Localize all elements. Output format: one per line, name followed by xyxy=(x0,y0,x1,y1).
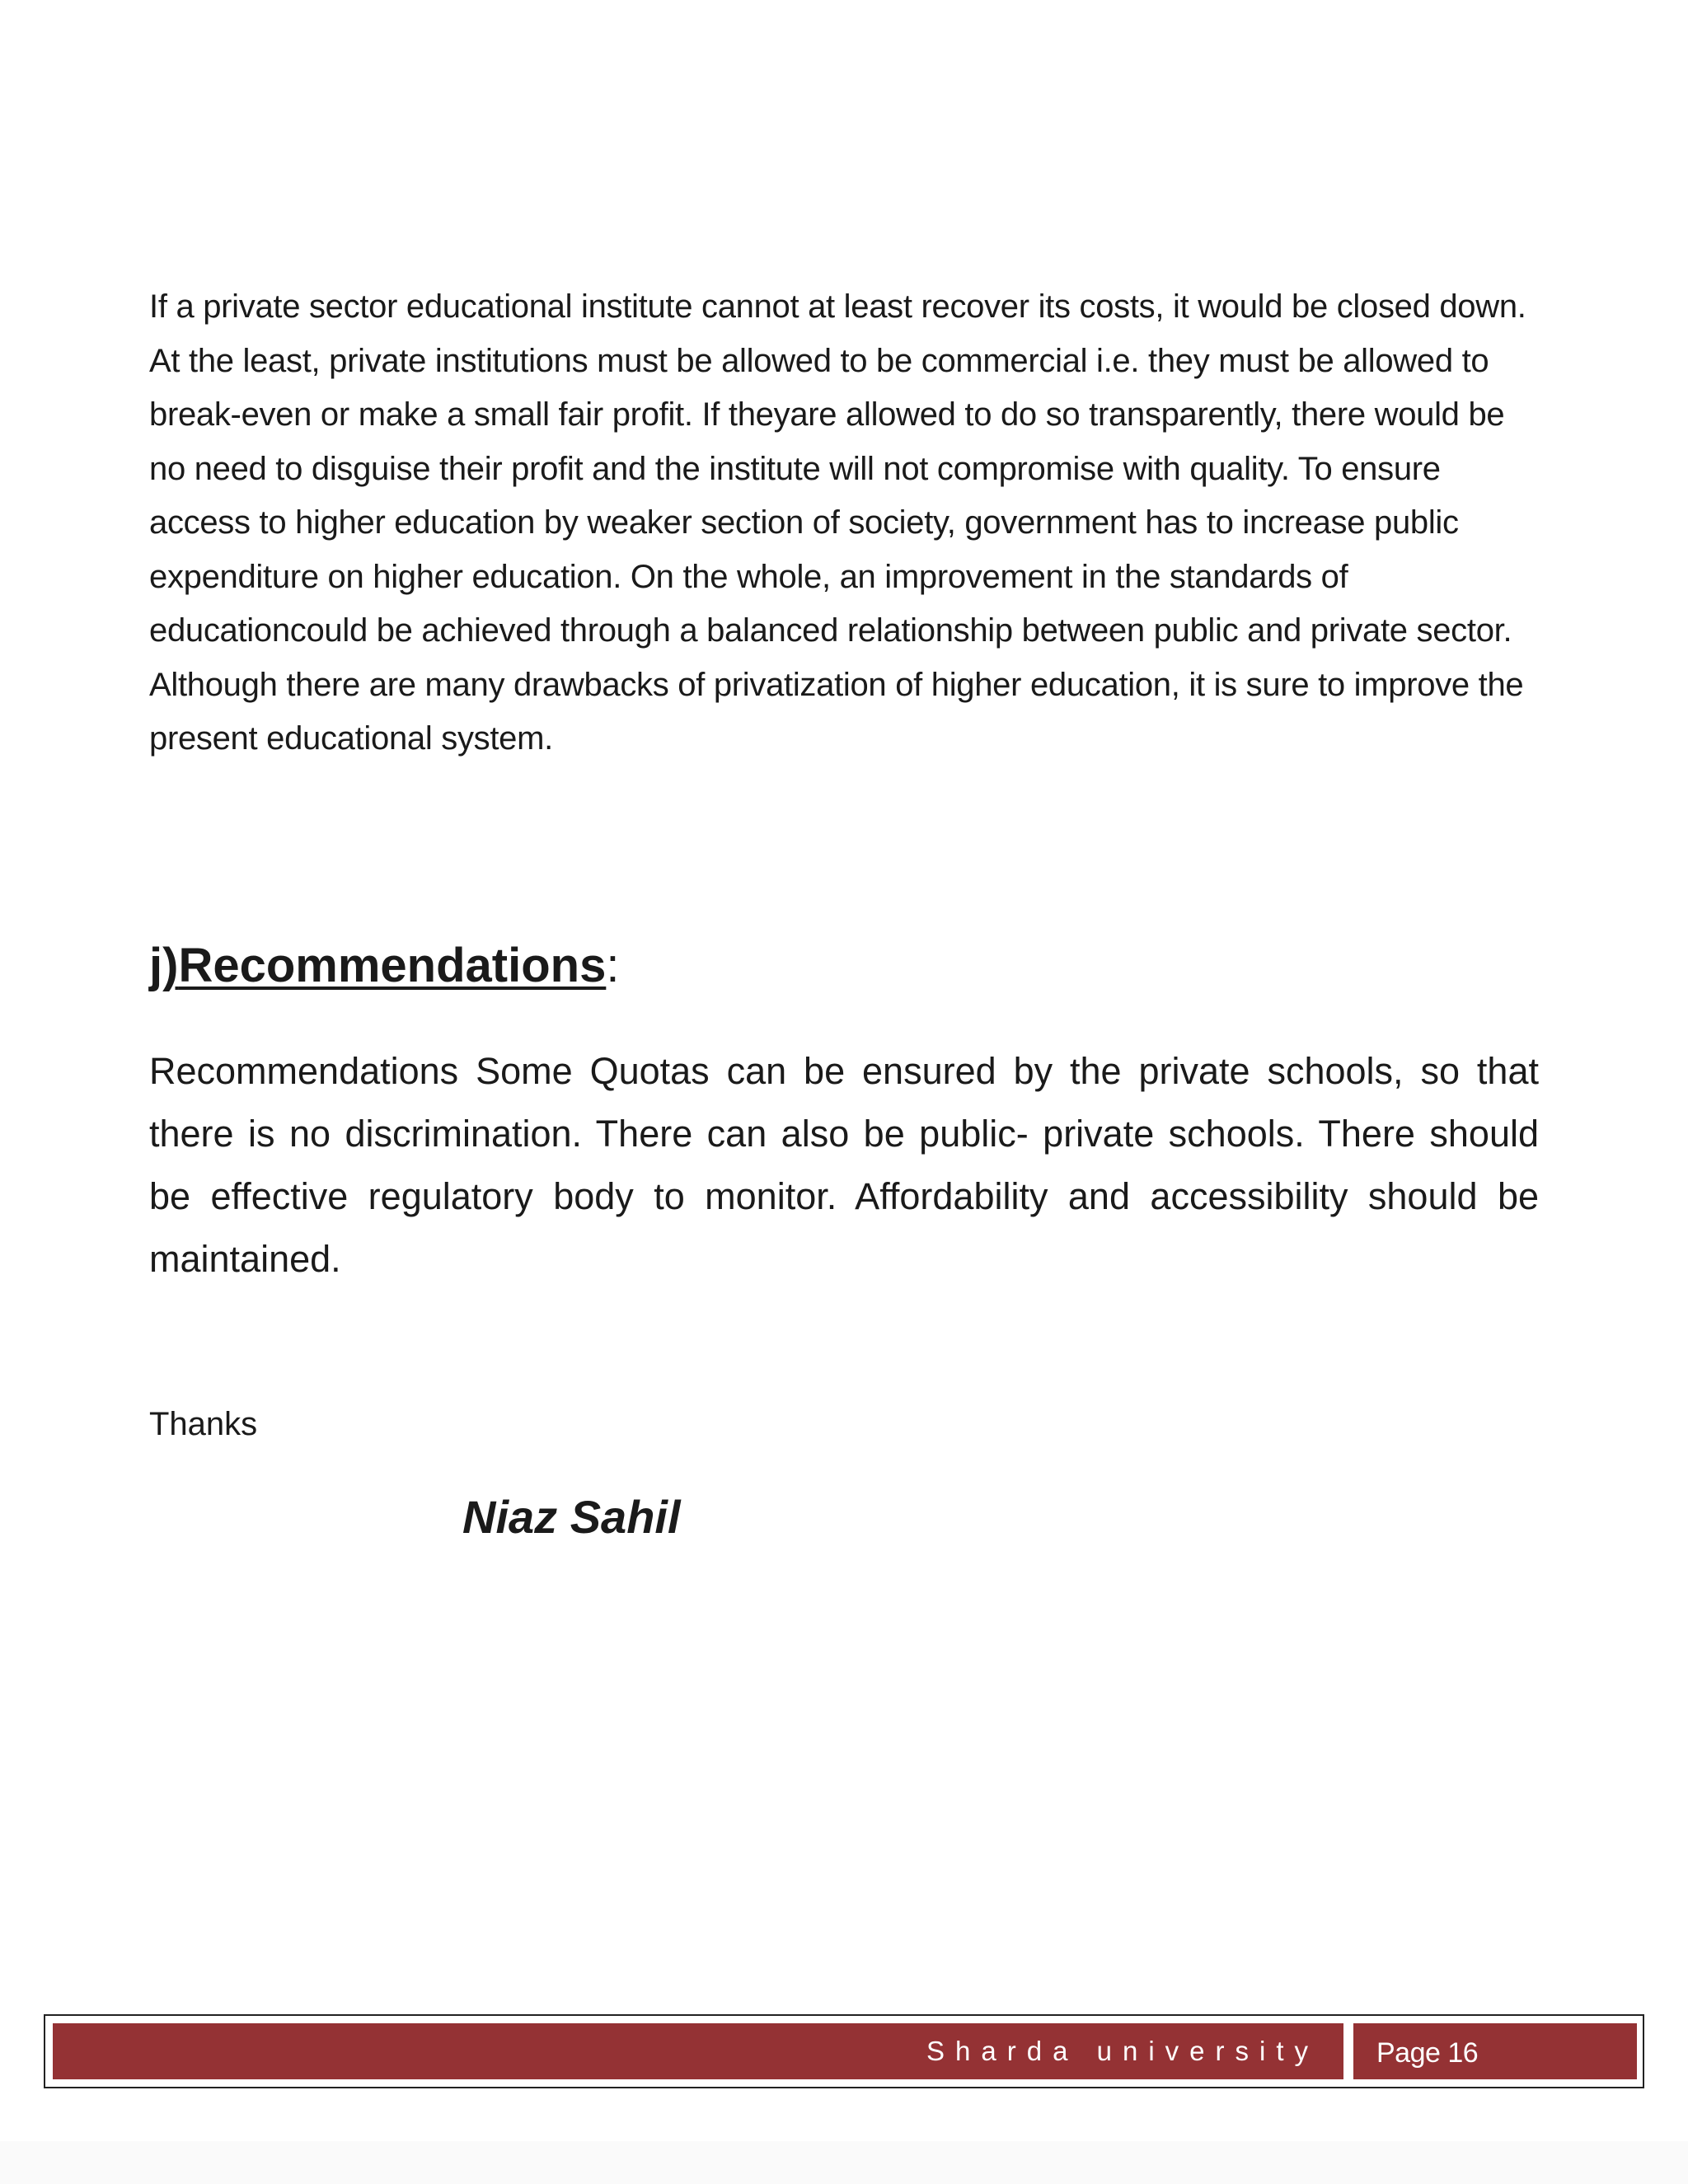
heading-label xyxy=(149,939,606,992)
signature-name: Niaz Sahil xyxy=(462,1491,681,1543)
heading-prefix: j) xyxy=(149,939,179,992)
footer-page-box xyxy=(1353,2023,1637,2079)
footer-brand-bar xyxy=(53,2023,1343,2079)
intro-paragraph: If a private sector educational institute cannot at least recover its costs, it would be closed down. At the least, private institutions must be allowed to be commercial i.e. they must be allowed to break-even or make a small fair profit. If theyare allowed to do so transparently, there would be no need to disguise their profit and the institute will not compromise with quality. To ensure access to higher education by weaker section of society, government has to increase public expenditure on higher education. On the whole, an improvement in the standards of educationcould be achieved through a balanced relationship between public and private sector. Although there are many drawbacks of privatization of higher education, it is sure to improve the present educational system. xyxy=(149,288,1526,757)
section-heading xyxy=(149,940,619,992)
recommendations-paragraph: Recommendations Some Quotas can be ensured by the private schools, so that there is no discrimination. There can also be public- private schools. There should be effective regulatory body to monitor. Affordability and accessibility should be maintained. xyxy=(149,1050,1539,1280)
heading-colon: : xyxy=(606,939,620,992)
closing-text: Thanks xyxy=(149,1406,258,1442)
page-footer xyxy=(44,2014,1644,2088)
page-number: Page 16 xyxy=(1376,2037,1479,2069)
footer-brand-text: Sharda university xyxy=(926,2036,1319,2066)
page-bottom-edge xyxy=(0,2141,1688,2184)
heading-title: Recommendations xyxy=(178,939,607,992)
